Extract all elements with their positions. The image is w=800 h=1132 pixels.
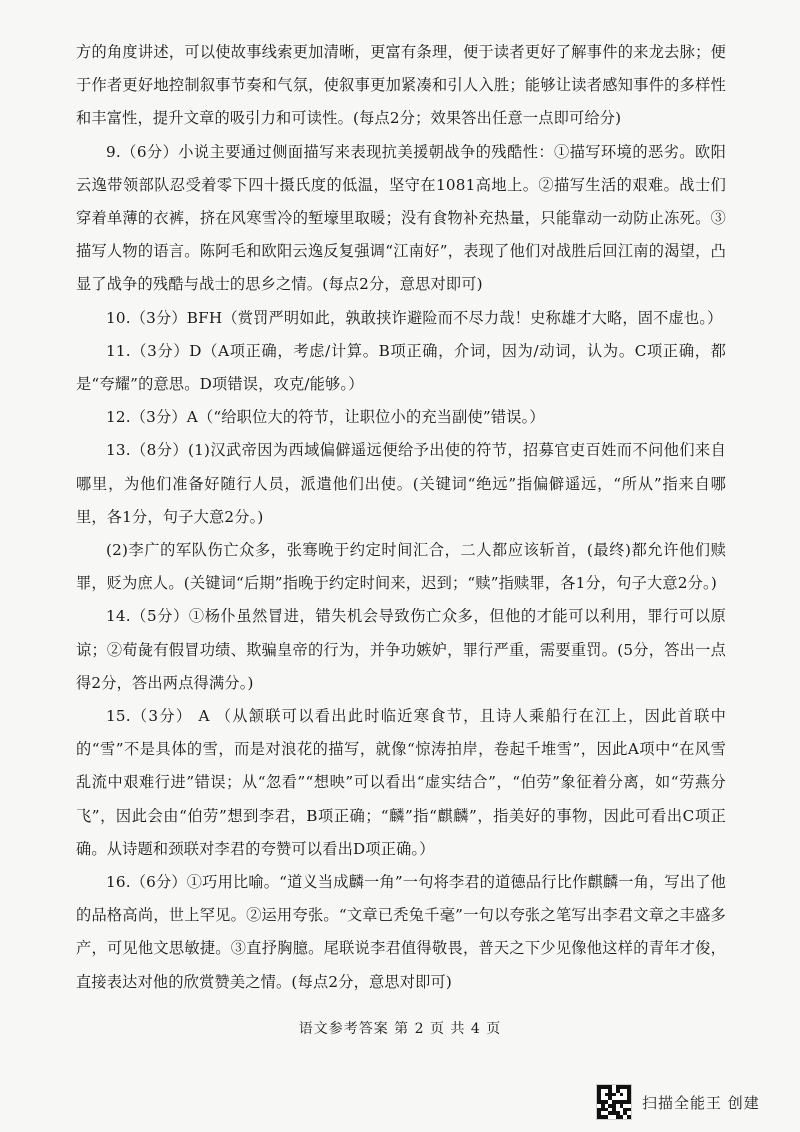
watermark-label: 扫描全能王 创建 bbox=[642, 1093, 760, 1112]
answer-11: 11.（3分）D（A项正确，考虑/计算。B项正确，介词，因为/动词，认为。C项正确，都是“夸耀”的意思。D项错误，攻克/能够。） bbox=[76, 341, 726, 394]
answer-16: 16.（6分）①巧用比喻。“道义当成麟一角”一句将李君的道德品行比作麒麟一角，写出了他的品格高尚，世上罕见。②运用夸张。“文章已秃兔千毫”一句以夸张之笔写出李君文章之丰盛多产，可见他文思敏捷。③直抒胸臆。尾联说李君值得敬畏，普天之下少见像他这样的青年才俊，直接表达对他的欣赏赞美之情。(每点2分，意思对即可) bbox=[76, 873, 726, 991]
scanner-watermark bbox=[596, 1082, 760, 1122]
answer-13-part1: 13.（8分）(1)汉武帝因为西域偏僻遥远便给予出使的符节，招募官吏百姓而不问他们来自哪里，为他们准备好随行人员，派遣他们出使。(关键词“绝远”指偏僻遥远，“所从”指来自哪里，各1分，句子大意2分。) bbox=[76, 441, 726, 526]
answer-15: 15.（3分） A （从颔联可以看出此时临近寒食节，且诗人乘船行在江上，因此首联中的“雪”不是具体的雪，而是对浪花的描写，就像“惊涛拍岸，卷起千堆雪”，因此A项中“在风雪乱流中艰难行进”错误；从“忽看”“想映”可以看出“虚实结合”，“伯劳”象征着分离，如“劳燕分飞”，因此会由“伯劳”想到李君，B项正确；“麟”指“麒麟”，指美好的事物，因此可看出C项正确。从诗题和颈联对李君的夸赞可以看出D项正确。） bbox=[76, 707, 726, 858]
answer-12: 12.（3分）A（“给职位大的符节，让职位小的充当副使”错误。） bbox=[106, 408, 545, 427]
answer-14: 14.（5分）①杨仆虽然冒进，错失机会导致伤亡众多，但他的才能可以利用，罪行可以原谅；②荀彘有假冒功绩、欺骗皇帝的行为，并争功嫉妒，罪行严重，需要重罚。(5分，答出一点得2分，答出两点得满分。) bbox=[76, 607, 726, 692]
answer-13-part2: (2)李广的军队伤亡众多，张骞晚于约定时间汇合，二人都应该斩首，(最终)都允许他们赎罪，贬为庶人。(关键词“后期”指晚于约定时间来，迟到；“赎”指赎罪，各1分，句子大意2分。) bbox=[76, 541, 726, 593]
answer-9: 9.（6分）小说主要通过侧面描写来表现抗美援朝战争的残酷性：①描写环境的恶劣。欧阳云逸带领部队忍受着零下四十摄氏度的低温，坚守在1081高地上。②描写生活的艰难。战士们穿着单薄的衣裤，挤在风寒雪冷的堑壕里取暖；没有食物补充热量，只能靠动一动防止冻死。③描写人物的语言。陈阿毛和欧阳云逸反复强调“江南好”，表现了他们对战胜后回江南的渴望，凸显了战争的残酷与战士的思乡之情。(每点2分，意思对即可) bbox=[76, 142, 726, 294]
qr-code-icon bbox=[596, 1084, 632, 1120]
page-footer: 语文参考答案 第 2 页 共 4 页 bbox=[298, 1021, 502, 1037]
paragraph-continuation: 方的角度讲述，可以使故事线索更加清晰，更富有条理，便于读者更好了解事件的来龙去脉；便于作者更好地控制叙事节奏和气氛，使叙事更加紧凑和引人入胜；能够让读者感知事件的多样性和丰富性，提升文章的吸引力和可读性。(每点2分；效果答出任意一点即可给分) bbox=[76, 43, 726, 128]
answer-10: 10.（3分）BFH（赏罚严明如此，孰敢挟诈避险而不尽力哉！史称雄才大略，固不虚也。） bbox=[106, 308, 723, 327]
answer-content bbox=[76, 36, 726, 999]
